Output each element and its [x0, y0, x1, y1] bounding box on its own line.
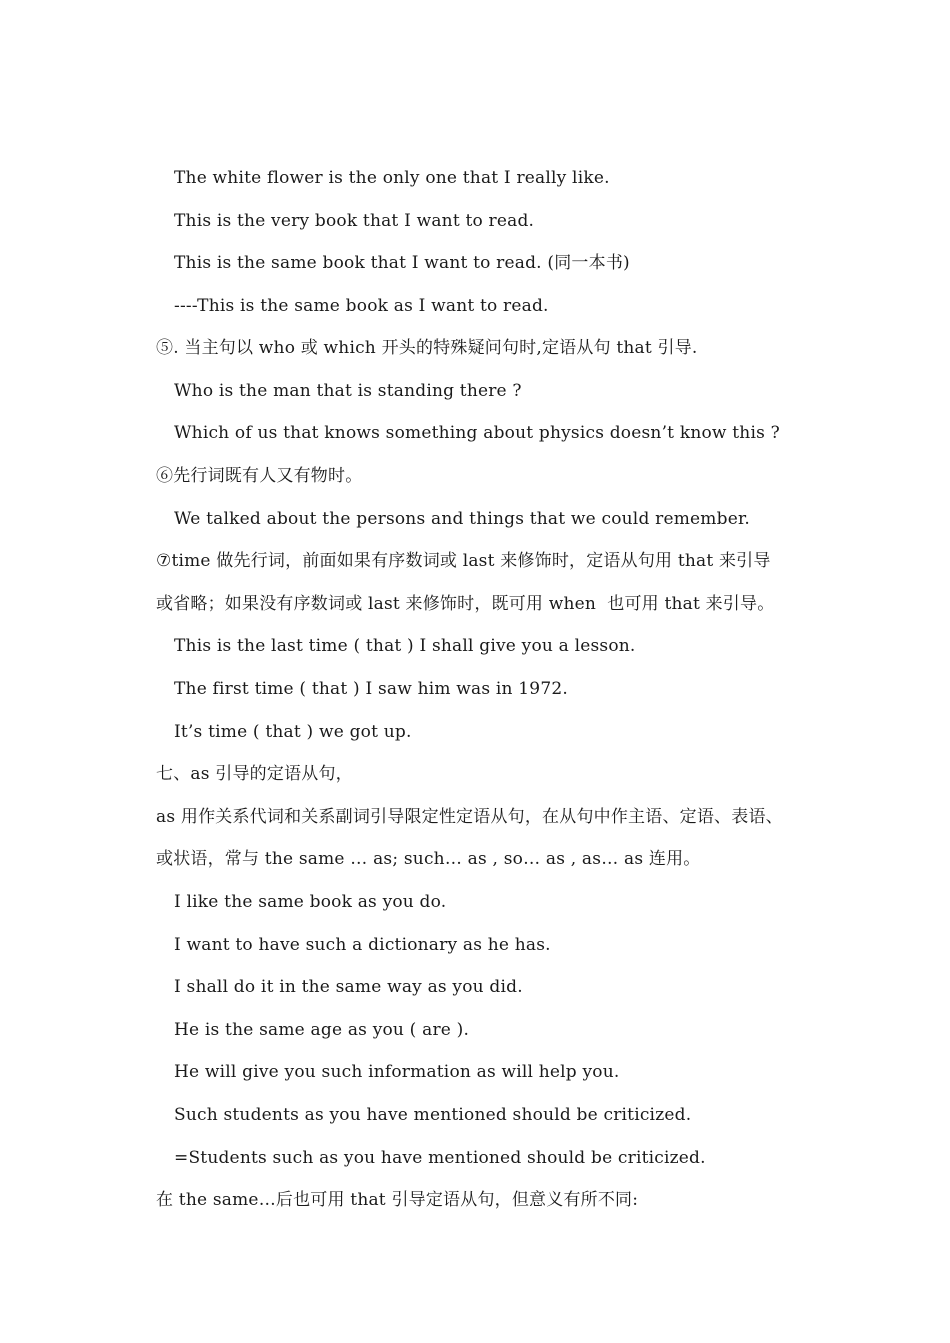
section-7-description: as 用作关系代词和关系副词引导限定性定语从句，在从句中作主语、定语、表语、 [156, 807, 783, 827]
closing-note: 在 the same…后也可用 that 引导定语从句，但意义有所不同: [156, 1190, 639, 1210]
example-sentence: The first time ( that ) I saw him was in 1972. [174, 679, 568, 699]
example-sentence: ----This is the same book as I want to read. [174, 296, 549, 316]
example-sentence: I shall do it in the same way as you did. [174, 977, 523, 997]
example-sentence: I like the same book as you do. [174, 892, 447, 912]
section-7-heading: 七、as 引导的定语从句， [156, 764, 353, 784]
example-sentence: Such students as you have mentioned should be criticized. [174, 1105, 692, 1125]
example-sentence: This is the very book that I want to read. [174, 211, 535, 231]
rule-7-continuation: 或省略；如果没有序数词或 last 来修饰时，既可用 when 也可用 that 来引导。 [156, 594, 775, 614]
example-sentence: Which of us that knows something about physics doesn’t know this ? [174, 423, 780, 443]
section-7-description-continued: 或状语，常与 the same … as; such… as , so… as , as… as 连用。 [156, 849, 701, 869]
example-sentence: We talked about the persons and things that we could remember. [174, 509, 751, 529]
example-sentence: =Students such as you have mentioned should be criticized. [174, 1148, 706, 1168]
rule-5-heading: ⑤. 当主句以 who 或 which 开头的特殊疑问句时,定语从句 that 引导. [156, 338, 698, 358]
rule-6-heading: ⑥先行词既有人又有物时。 [156, 466, 363, 486]
example-sentence: I want to have such a dictionary as he has. [174, 935, 551, 955]
rule-7-heading: ⑦time 做先行词，前面如果有序数词或 last 来修饰时，定语从句用 that 来引导 [156, 551, 771, 571]
example-sentence: He is the same age as you ( are ). [174, 1020, 470, 1040]
example-sentence: It’s time ( that ) we got up. [174, 722, 412, 742]
example-sentence: The white flower is the only one that I really like. [174, 168, 610, 188]
example-sentence: This is the same book that I want to read. (同一本书) [174, 253, 630, 273]
example-sentence: He will give you such information as will help you. [174, 1062, 620, 1082]
example-sentence: This is the last time ( that ) I shall give you a lesson. [174, 636, 636, 656]
example-sentence: Who is the man that is standing there ? [174, 381, 522, 401]
